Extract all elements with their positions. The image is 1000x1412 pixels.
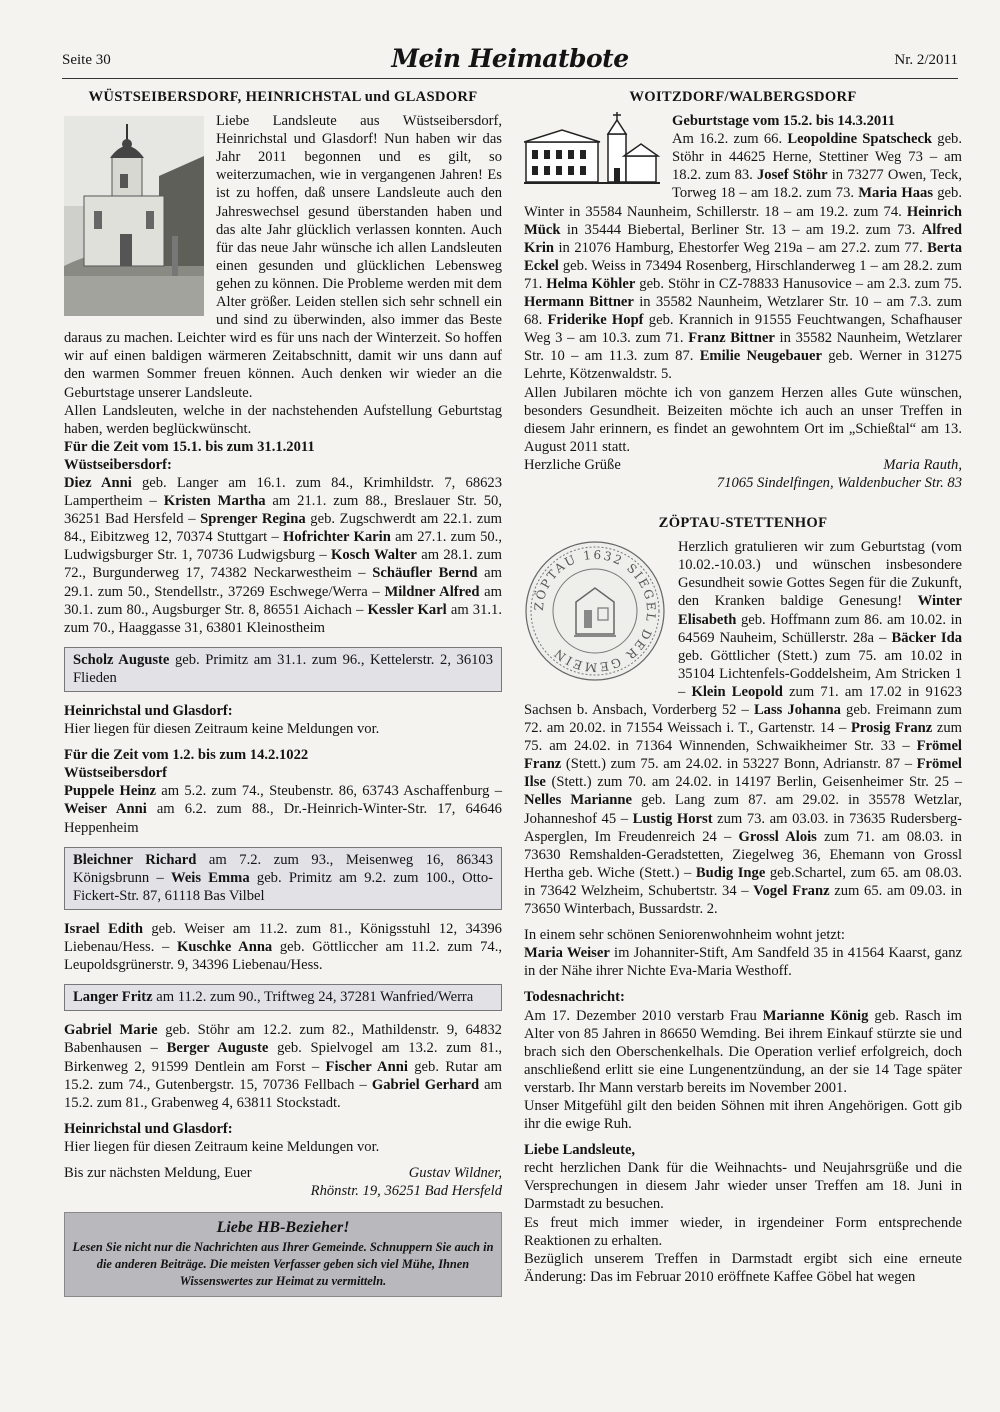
entry-text: (Stett.) zum 75. am 24.02. in 53227 Bonn, Adrianstr. 87 –: [561, 756, 917, 773]
congrats-text: Allen Landsleuten, welche in der nachstehenden Aufstellung Geburtstag haben, werden beglückwünscht.: [64, 402, 502, 437]
person-name: Lass Johanna: [753, 702, 841, 718]
person-name: Hermann Bittner: [524, 294, 634, 311]
entry-text: geb.Schartel, zum 65. am 08.03. in 73642 Welzheim, Schubertstr. 34 –: [524, 864, 962, 899]
person-name: Prosig Franz: [850, 720, 933, 737]
entry-text: am 31.1. zum 70., Haaggasse 31, 63801 Kleinostheim: [64, 601, 502, 636]
entry-text: in 21076 Hamburg, Ehestorfer Weg 219a – am 27.2. zum 77.: [554, 239, 928, 256]
entry-text: geb. Göttlicher (Stett.) zum 75. am 10.02 in 35104 Lichtenfels-Goddelsheim, Am Stricken 1 –: [678, 647, 962, 700]
entry-text: geb. Spielvogel am 13.2. zum 81., Birkenweg 2, 91599 Dentlein am Forst –: [64, 1040, 502, 1075]
period-heading-1: Für die Zeit vom 15.1. bis zum 31.1.2011: [64, 438, 315, 455]
entry-text: am 11.2. zum 90., Triftweg 24, 37281 Wanfried/Werra: [152, 989, 474, 1006]
entry-text: am 21.1. zum 88., Breslauer Str. 50, 36251 Bad Hersfeld –: [64, 493, 502, 528]
entry-text: geb. Winter in 35584 Naunheim, Schillerstr. 18 – am 19.2. zum 74.: [524, 185, 962, 220]
person-name: Berta Eckel: [524, 239, 962, 274]
person-name: Sprenger Regina: [200, 511, 306, 528]
page-number: Seite 30: [62, 52, 111, 68]
entry-text: Herzlich gratulieren wir zum Geburtstag (vom 10.02.-10.03.) und wünschen insbesondere Gesundheit sowie Gottes Segen für die Zukunft, den Kranken baldige Genesung!: [678, 539, 962, 610]
meeting-text: Bezüglich unserem Treffen in Darmstadt ergibt sich eine erneute Änderung: Das im Februar 2010 eröffnete Kaffee Göbel hat wegen: [524, 1250, 962, 1285]
entry-text: am 7.2. zum 93., Meisenweg 16, 86343 Königsbrunn –: [73, 851, 493, 886]
person-name: Winter Elisabeth: [678, 593, 962, 628]
person-name: Schäufler Bernd: [372, 565, 478, 582]
person-name: Scholz Auguste: [73, 651, 170, 668]
person-name: Nelles Marianne: [524, 792, 632, 809]
no-reports-1: Hier liegen für diesen Zeitraum keine Meldungen vor.: [64, 721, 380, 738]
person-name: Hofrichter Karin: [283, 529, 391, 546]
person-name: Grossl Alois: [738, 828, 817, 845]
thanks-text: recht herzlichen Dank für die Weihnachts- und Neujahrsgrüße und die Versprechungen in diesem Jahr wieder unser Treffen am 18. Juni in Darmstadt zu besuchen.: [524, 1160, 962, 1213]
header-rule: [62, 78, 958, 79]
senior-info: [524, 944, 962, 980]
person-name: Kuschke Anna: [176, 939, 273, 956]
highlight-box-2: [64, 847, 502, 910]
entry-text: geb. Göttliccher am 11.2. zum 74., Leupoldsgrünerstr. 9, 34396 Liebenau/Hess.: [64, 939, 502, 974]
entry-text: am 28.1. zum 72., Burgunderweg 17, 74382 Neckarwestheim –: [64, 547, 502, 582]
pleasure-text: Es freut mich immer wieder, in irgendeiner Form entsprechende Reaktionen zu erhalten.: [524, 1214, 962, 1249]
place-heading-4: Heinrichstal und Glasdorf:: [64, 1120, 233, 1137]
entry-text: geb. Hoffmann zum 86. am 10.02. in 64569 Nauheim, Schüllerstr. 28a –: [678, 611, 962, 646]
entry-text: zum 73. am 03.03. in 73635 Rudersberg-Asperglen, Im Freudenreich 24 –: [524, 810, 962, 845]
entry-text: am 15.2. zum 81., Grabenweg 4, 63811 Stockstadt.: [64, 1076, 502, 1111]
person-name: Frömel Ilse: [524, 756, 962, 791]
reader-notice: [64, 1212, 502, 1297]
entry-text: geb. Langer am 16.1. zum 84., Krimhildstr. 7, 68623 Lampertheim –: [64, 474, 503, 510]
person-name: Lustig Horst: [632, 810, 713, 827]
entry-text: (Stett.) zum 70. am 24.02. in 14197 Berlin, Geisenheimer Str. 25 –: [545, 774, 962, 791]
entry-text: geb. Primitz am 31.1. zum 96., Kettelerstr. 2, 36103 Flieden: [73, 651, 494, 686]
period-heading-2: Für die Zeit vom 1.2. bis zum 14.2.1022: [64, 747, 309, 764]
church-photo: [64, 116, 204, 316]
section-title: WÜSTSEIBERSDORF, HEINRICHSTAL und GLASDORF: [88, 89, 478, 105]
person-name: Emilie Neugebauer: [699, 348, 822, 365]
entry-text: am 29.1. zum 50., Stendellstr., 37269 Eschwege/Werra –: [64, 565, 502, 600]
author-name-right: Maria Rauth,: [883, 456, 962, 473]
entry-text: geb. Rasch im Alter von 85 Jahren in 86650 Wemding. Bei ihrem Einkauf stürzte sie und brach sich den Oberschenkelhals. Die Operation verlief erfolgreich, doch anschließend erlitt sie eine Lungenentzündung, an der sie 14 Tage später verstarb. Ihr Mann verstarb bereits im November 2001.: [524, 1007, 962, 1096]
person-name: Weis Emma: [171, 869, 250, 886]
signature-block: [64, 1164, 502, 1182]
place-heading-3: Wüstseibersdorf: [64, 765, 167, 782]
person-name: Maria Weiser: [524, 945, 610, 962]
entry-text: geb. Rutar am 15.2. zum 74., Gutenbergstr. 15, 70736 Fellbach –: [64, 1058, 502, 1093]
entry-text: zum 71. am 08.03. in 73630 Remshalden-Geradstetten, Ziegelweg 36, Ehemann von Grossl Hertha geb. Wiche (Stett.) –: [524, 828, 962, 881]
notice-body: Lesen Sie nicht nur die Nachrichten aus Ihrer Gemeinde. Schnuppern Sie auch in die anderen Beiträge. Die meisten Verfasser geben sich viel Mühe, Ihnen Wissenswertes zur Heimat zu vermitteln.: [72, 1240, 494, 1289]
entry-text: geb. Krannich in 91555 Feuchtwangen, Schafhauser Weg 3 – am 10.3. zum 71.: [524, 312, 962, 347]
person-name: Bäcker Ida: [891, 629, 962, 646]
entry-text: Am 17. Dezember 2010 verstarb Frau: [524, 1007, 763, 1024]
box-text-3: [73, 988, 493, 1006]
obituary-heading: Todesnachricht:: [524, 989, 625, 1006]
person-name: Vogel Franz: [753, 882, 830, 899]
box-text-1: [73, 651, 493, 687]
person-name: Franz Bittner: [688, 330, 775, 347]
person-name: Marianne König: [762, 1007, 869, 1024]
entry-text: geb. Zugschwerdt am 22.1. zum 84., Eibitzweg 12, 70374 Stuttgart –: [64, 511, 502, 546]
person-name: Maria Haas: [858, 185, 934, 202]
person-name: Alfred Krin: [524, 221, 962, 256]
masthead-logo: Mein Heimatbote: [391, 44, 629, 73]
person-name: Heinrich Mück: [524, 203, 962, 238]
left-column: [64, 86, 502, 1297]
wishes-text: Allen Jubilaren möchte ich von ganzem Herzen alles Gute wünschen, besonders Gesundheit. Beizeiten möchte ich auch an unser Treffen in diesem Jahr erinnern, es findet an gewohntem Ort im „Schießtal“ am 13. August 2011 statt.: [524, 384, 962, 455]
entry-text: Am 16.2. zum 66.: [672, 131, 788, 148]
entry-text: geb. Weiser am 11.2. zum 81., Königsstuhl 12, 34396 Liebenau/Hess. –: [64, 920, 502, 956]
person-name: Leopoldine Spatscheck: [787, 131, 933, 148]
place-heading-2: Heinrichstal und Glasdorf:: [64, 703, 233, 719]
birthday-list-1: [64, 474, 502, 637]
person-name: Kosch Walter: [330, 547, 417, 564]
senior-intro: In einem sehr schönen Seniorenwohnheim wohnt jetzt:: [524, 927, 845, 944]
person-name: Budig Inge: [695, 864, 766, 881]
person-name: Puppele Heinz: [64, 783, 157, 800]
entry-text: geb. Lang zum 87. am 29.02. in 35578 Wetzlar, Johanneshof 45 –: [524, 792, 962, 827]
entry-text: in 35582 Naunheim, Wetzlarer Str. 10 – am 11.3. zum 87.: [524, 330, 962, 365]
right-column: [524, 86, 962, 1286]
highlight-box-3: [64, 984, 502, 1011]
author-name: Gustav Wildner,: [408, 1164, 502, 1181]
entry-text: am 27.1. zum 50., Ludwigsburger Str. 1, 70736 Ludwigsburg –: [64, 529, 502, 564]
municipal-seal-emblem: [524, 540, 666, 682]
birthday-list-4: [64, 1021, 502, 1111]
sympathy-text: Unser Mitgefühl gilt den beiden Söhnen mit ihren Angehörigen. Gott gib ihr die ewige Ruh.: [524, 1097, 962, 1133]
box-text-2: [73, 851, 493, 905]
entry-text: am 5.2. zum 74., Steubenstr. 86, 63743 Aschaffenburg –: [156, 783, 502, 800]
greeting-text: Herzliche Grüße: [524, 456, 621, 473]
notice-heading: Liebe HB-Bezieher!: [216, 1219, 350, 1237]
no-reports-2: Hier liegen für diesen Zeitraum keine Meldungen vor.: [64, 1138, 380, 1155]
entry-text: in 35444 Biebertal, Berliner Str. 13 – am 19.2. zum 73.: [560, 221, 922, 238]
person-name: Weiser Anni: [64, 801, 147, 818]
person-name: Friderike Hopf: [547, 312, 644, 329]
person-name: Fischer Anni: [325, 1058, 408, 1075]
intro-text: Liebe Landsleute aus Wüstseibersdorf, Heinrichstal und Glasdorf! Nun haben wir das Jahr 2011 begonnen und es gilt, so weiterzumachen, wie in vergangenen Jahren! Es ist zu hoffen, daß unsere Landsleute auch den Jahreswechsel gesund überstanden haben und das alte Jahr glücklich verlassen konnten. Auch für das neue Jahr wünsche ich allen Landsleuten einen gesunden und glücklichen Lebensweg gehen zu können. Die Probleme werden mit dem Alter größer. Leiden stellen sich sehr schnell ein und sind zu überwinden, also immer das Beste daraus zu machen. Leichter wird es für uns nach der Winterzeit. So hoffen wir auf einen baldigen wärmeren Zeitabschnitt, damit wir uns dann auf den warmen Sommer freuen können. Auch denken wir wieder an die Geburtstage unserer Landsleute.: [64, 113, 502, 401]
entry-text: geb. Stöhr in 44625 Herne, Stettiner Weg 73 – am 18.2. zum 83.: [672, 131, 962, 184]
person-name: Bleichner Richard: [73, 851, 197, 868]
village-drawing: [524, 112, 660, 188]
person-name: Kessler Karl: [367, 601, 447, 618]
person-name: Kristen Martha: [163, 493, 266, 510]
entry-text: in 73277 Owen, Teck, Torweg 18 – am 18.2. zum 73.: [672, 167, 962, 202]
entry-text: im Johanniter-Stift, Am Sandfeld 35 in 41564 Kaarst, ganz in der Nähe ihrer Nichte Eva-Maria Westhoff.: [524, 945, 962, 980]
person-name: Gabriel Gerhard: [371, 1076, 480, 1093]
person-name: Frömel Franz: [524, 738, 962, 773]
section-title-zoeptau: ZÖPTAU-STETTENHOF: [658, 515, 828, 532]
author-address: Rhönstr. 19, 36251 Bad Hersfeld: [310, 1183, 502, 1200]
section-title-woitzdorf: WOITZDORF/WALBERGSDORF: [629, 89, 857, 105]
entry-text: geb. Werner in 31275 Lehrte, Kötzenwaldstr. 5.: [524, 348, 962, 383]
person-name: Helma Köhler: [546, 275, 636, 292]
letter-heading: Liebe Landsleute,: [524, 1142, 636, 1159]
obituary-text: [524, 1007, 962, 1097]
person-name: Israel Edith: [64, 920, 143, 937]
entry-text: zum 71. am 17.02 in 91623 Sachsen b. Ansbach, Vorderberg 52 –: [524, 683, 962, 718]
person-name: Mildner Alfred: [384, 583, 480, 600]
person-name: Klein Leopold: [691, 683, 783, 700]
entry-text: geb. Weiss in 73494 Rosenberg, Hirschlanderweg 1 – am 28.2. zum 71.: [524, 257, 962, 292]
closing-text: Bis zur nächsten Meldung, Euer: [64, 1164, 252, 1181]
person-name: Diez Anni: [64, 474, 132, 491]
person-name: Langer Fritz: [73, 989, 153, 1006]
birthday-subheading: Geburtstage vom 15.2. bis 14.3.2011: [672, 113, 895, 130]
entry-text: zum 75. am 24.02. in 71364 Winnenden, Schwaikheimer Str. 33 –: [524, 720, 962, 755]
person-name: Josef Stöhr: [756, 167, 828, 184]
highlight-box-1: [64, 647, 502, 692]
birthday-list-2: [64, 782, 502, 836]
signature-block-right: [524, 456, 962, 474]
page-header: [62, 44, 958, 74]
person-name: Berger Auguste: [166, 1040, 269, 1057]
person-name: Gabriel Marie: [64, 1022, 158, 1039]
entry-text: geb. Freimann zum 72. am 20.02. in 71554 Weissach i. T., Gartenstr. 14 –: [524, 702, 962, 737]
author-address-right: 71065 Sindelfingen, Waldenbucher Str. 83: [716, 474, 962, 491]
place-heading-1: Wüstseibersdorf:: [64, 456, 172, 473]
entry-text: geb. Primitz am 9.2. zum 100., Otto-Fickert-Str. 87, 61118 Bas Vilbel: [73, 869, 493, 904]
entry-text: geb. Stöhr in CZ-78833 Hanusovice – am 2.3. zum 75.: [635, 275, 963, 292]
seal-text: ZÖPTAU 1632 SIEGEL DER GEMEIN: [531, 547, 659, 675]
entry-text: geb. Stöhr am 12.2. zum 82., Mathildenstr. 9, 64832 Babenhausen –: [64, 1022, 502, 1057]
entry-text: am 30.1. zum 80., Augsburger Str. 8, 86551 Aichach –: [64, 583, 502, 618]
entry-text: am 6.2. zum 88., Dr.-Heinrich-Winter-Str. 17, 64646 Heppenheim: [64, 801, 502, 836]
issue-number: Nr. 2/2011: [894, 52, 958, 68]
birthday-list-3: [64, 920, 502, 974]
entry-text: zum 65. am 09.03. in 73650 Winterbach, Bussardstr. 2.: [524, 882, 962, 918]
entry-text: in 35582 Naunheim, Wetzlarer Str. 10 – am 7.3. zum 68.: [524, 294, 962, 329]
